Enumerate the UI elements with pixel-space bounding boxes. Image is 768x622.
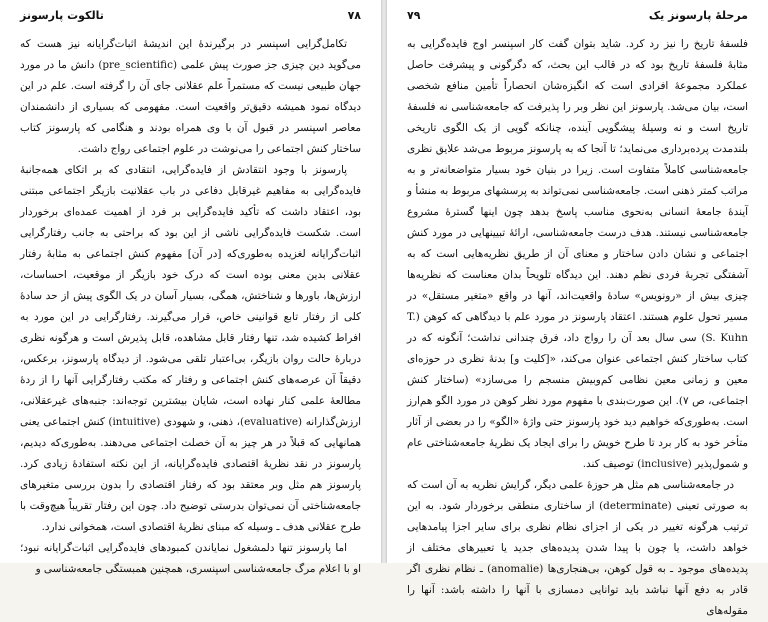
paragraph: اما پارسونز تنها دلمشغول نمایاندن کمبودهای فایده‌گرایی اثبات‌گرایانه نبود؛ او با اعلام مرگ جامعه‌شناسی اسپنسری، همچنین همبستگی جامعه‌شناسی و bbox=[20, 542, 361, 575]
paragraph: در جامعه‌شناسی هم مثل هر حوزهٔ علمی دیگر، گرایش نظریه به آن است که به صورتی تعینی (determinate) از ساختاری منطقی برخوردار شود. به این ترتیب هرگونه تغییر در یکی از اجزای نظام نظری برای سایر اجزا پیامدهایی خواهد داشت، یا چون با پیدا شدن پدیده‌های جدید یا تعبیرهای مختلف از پدیده‌های موجود ـ به قول کوهن، بی‌هنجاری‌ها (anomalie) ـ نظام نظری اگر قادر به دفع آنها نباشد باید توانایی دمسازی با آنها را داشته باشد: آنها را مقوله‌های bbox=[407, 479, 748, 617]
paragraph: تکامل‌گرایی اسپنسر در برگیرندهٔ این اندیشهٔ اثبات‌گرایانه نیز هست که می‌گوید دین چیزی جز صورت پیش علمی (pre_scientific) دانش ما در مورد جهان طبیعی نیست که مستمراً علم عقلانی جای آن را گرفته است. علم در این دیدگاه نمود همیشه دقیق‌تر واقعیت است. مفهومی که بسیاری از دانشمندان معاصر اسپنسر در قبول آن با وی همراه بودند و هنگامی که پارسونز کتاب ساختار کنش اجتماعی را می‌نوشت در علوم اجتماعی رواج داشت. bbox=[20, 38, 361, 155]
right-page-number: ۷۹ bbox=[407, 8, 421, 22]
left-page bbox=[0, 0, 381, 575]
paragraph: پارسونز با وجود انتقادش از فایده‌گرایی، انتقادی که بر اتکای همه‌جانبهٔ فایده‌گرایی به مفاهیم غیرقابل دفاعی در باب عقلانیت بازیگر اجتماعی مبتنی بود، اعتقاد داشت که تأکید فایده‌گرایی بر فرد از اهمیت عمده‌ای برخوردار است. شکست فایده‌گرایی ناشی از این بود که براحتی به جانب رفتارگرایی اثبات‌گرایانه لغزیده به‌طوری‌که [در آن] مفهوم کنش اجتماعی به مثابهٔ رفتار عقلانی بدین معنی بوده است که درک خود بازیگر از موقعیت، احساسات، ارزش‌ها، باورها و شناختش، همگی، بسیار آسان در یک الگوی پیش از حد سادهٔ کلی از رفتار تابع قوانینی خاص، قرار می‌گیرند. رفتارگرایی در این مورد به افراط کشیده شد، تنها رفتار قابل مشاهده، قابل پذیرش است و هرگونه نظری دربارهٔ حالت روان بازیگر، بی‌اعتبار تلقی می‌شود. از دیدگاه پارسونز، برعکس، دقیقاً آن عرصه‌های کنش اجتماعی و رفتار که مکتب رفتارگرایی آنها را از ردهٔ مطالعهٔ علمی کنار نهاده است، شایان بیشترین توجه‌اند: جنبه‌های غیرعقلانی، ارزش‌گذارانه (evaluative)، ذهنی، و شهودی (intuitive) کنش اجتماعی یعنی همانهایی که قبلاً در هر چیز به آن خصلت اجتماعی می‌دهند. به‌طوری‌که دیدیم، پارسونز در نقد نظریهٔ اقتصادی فایده‌گرایانه، از این نکته استفادهٔ زیادی کرد. پارسونز هم مثل وبر معتقد بود که رفتار اقتصادی را بدون بررسی متغیرهای جامعه‌شناختی آن نمی‌توان بدرستی توضیح داد. چون این رفتار تقریباً هیچ‌وقت با طرح عقلانی هدف ـ وسیله که مبنای نظریهٔ اقتصادی است، همخوانی ندارد. bbox=[20, 164, 361, 533]
paragraph: فلسفهٔ تاریخ را نیز رد کرد. شاید بتوان گفت کار اسپنسر اوج فایده‌گرایی به مثابهٔ فلسفهٔ تاریخ بود که در قالب این بحث، که دگرگونی و پیشرفت حاصل عملکرد مجموعهٔ افرادی است که انگیزه‌شان انحصاراً تأمین منافع شخصی است، بیان می‌شد. پارسونز این نظر وبر را پذیرفت که جامعه‌شناسی نه فلسفهٔ تاریخ است و نه وسیلهٔ پیشگویی آینده، چنانکه گویی از یک الگوی تاریخی بلندمدت پرده‌برداری می‌نماید؛ تا آنجا که به پارسونز مربوط می‌شد علایق نظری جامعه‌شناسی کاملاً متفاوت است. زیرا در بنیان خود بسیار متواضعانه‌تر و به مراتب کمتر ذهنی است. جامعه‌شناسی نمی‌تواند به پرسشهای مربوط به منشأ و آیندهٔ جامعهٔ انسانی به‌نحوی مناسب پاسخ بدهد چون اینها گسترهٔ مشروع جامعه‌شناسی نیستند. هدف درست جامعه‌شناسی، ارائهٔ تبیینهایی در مورد کنش اجتماعی و نشان دادن ساختار و معنای آن از طریق نظریه‌هایی است که به آشفتگی تجربهٔ فردی نظم دهند. این دیدگاه تلویحاً بدان معناست که نظریه‌ها چیزی بیش از «رونویس» سادهٔ واقعیت‌اند، آنها در واقع «متغیر مستقل» در مسیر تحول علوم هستند. اعتقاد پارسونز در مورد علم با دیدگاهی که کوهن (T. S. Kuhn) سی سال بعد آن را رواج داد، فرق چندانی نداشت؛ آنگونه که در کتاب ساختار کنش اجتماعی عنوان می‌کند، «[کلیت و] بدنهٔ نظری در حوزه‌ای معین و زمانی معین نظامی کم‌وبیش منسجم را می‌سازد» (ساختار کنش اجتماعی، ص ۷). این صورت‌بندی با مفهوم مورد نظر کوهن در مورد الگو هم‌ارز است. به‌طوری‌که خواهیم دید خود پارسونز حتی واژهٔ «الگو» را در بعضی از آثار متأخر خود به کار برد تا طرح خویش را برای ایجاد یک نظریهٔ جامعه‌شناختی عام و شمول‌پذیر (inclusive) توصیف کند. bbox=[407, 38, 749, 470]
left-running-title: تالکوت پارسونز bbox=[20, 8, 104, 22]
left-page-header bbox=[20, 6, 361, 24]
right-page bbox=[387, 0, 768, 617]
right-running-title: مرحلهٔ پارسونز یک bbox=[648, 8, 748, 22]
left-page-body bbox=[20, 34, 361, 575]
right-page-body bbox=[407, 34, 749, 617]
right-page-header bbox=[407, 6, 748, 24]
left-page-number: ۷۸ bbox=[347, 8, 361, 22]
